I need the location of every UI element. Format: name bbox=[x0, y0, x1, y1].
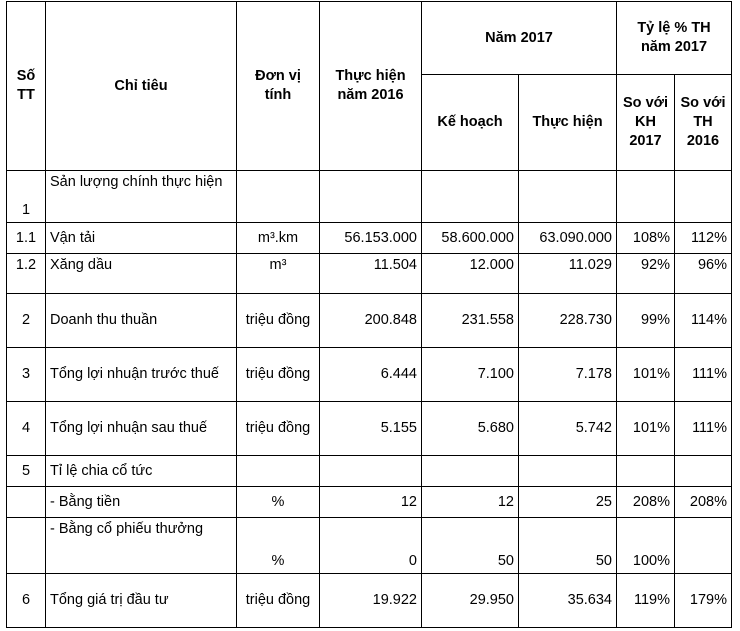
cell-unit bbox=[237, 171, 320, 223]
cell-unit: % bbox=[237, 487, 320, 518]
cell-unit: triệu đồng bbox=[237, 348, 320, 402]
header-thuc-hien-2016: Thực hiện năm 2016 bbox=[320, 2, 422, 171]
cell-unit: triệu đồng bbox=[237, 574, 320, 628]
cell-name: Tỉ lệ chia cổ tức bbox=[46, 456, 237, 487]
cell-name: Sản lượng chính thực hiện bbox=[46, 171, 237, 223]
cell-th2016: 0 bbox=[320, 518, 422, 574]
cell-th2016: 56.153.000 bbox=[320, 223, 422, 254]
cell-name: - Bằng cổ phiếu thưởng bbox=[46, 518, 237, 574]
cell-p2 bbox=[675, 456, 732, 487]
cell-kh: 29.950 bbox=[422, 574, 519, 628]
cell-kh: 5.680 bbox=[422, 402, 519, 456]
report-table bbox=[6, 1, 732, 628]
header-ty-le: Tỷ lệ % TH năm 2017 bbox=[617, 2, 732, 75]
table-row bbox=[7, 171, 732, 223]
cell-th bbox=[519, 456, 617, 487]
cell-stt: 2 bbox=[7, 294, 46, 348]
cell-p2: 112% bbox=[675, 223, 732, 254]
cell-p1 bbox=[617, 171, 675, 223]
cell-stt: 1 bbox=[7, 171, 46, 223]
cell-unit: m³.km bbox=[237, 223, 320, 254]
table-row bbox=[7, 223, 732, 254]
cell-kh: 58.600.000 bbox=[422, 223, 519, 254]
table-row bbox=[7, 294, 732, 348]
cell-p1: 119% bbox=[617, 574, 675, 628]
cell-p2: 96% bbox=[675, 254, 732, 294]
cell-name: Tổng lợi nhuận sau thuế bbox=[46, 402, 237, 456]
table-row bbox=[7, 254, 732, 294]
cell-th2016: 19.922 bbox=[320, 574, 422, 628]
cell-stt: 1.1 bbox=[7, 223, 46, 254]
cell-name: Tổng giá trị đầu tư bbox=[46, 574, 237, 628]
cell-kh: 7.100 bbox=[422, 348, 519, 402]
table-row bbox=[7, 518, 732, 574]
cell-th: 7.178 bbox=[519, 348, 617, 402]
cell-p1: 101% bbox=[617, 348, 675, 402]
cell-stt bbox=[7, 487, 46, 518]
cell-th: 50 bbox=[519, 518, 617, 574]
cell-name: Doanh thu thuần bbox=[46, 294, 237, 348]
cell-p2: 111% bbox=[675, 402, 732, 456]
cell-p2: 114% bbox=[675, 294, 732, 348]
cell-unit: triệu đồng bbox=[237, 402, 320, 456]
cell-unit: m³ bbox=[237, 254, 320, 294]
cell-p1 bbox=[617, 456, 675, 487]
cell-p2 bbox=[675, 171, 732, 223]
cell-th: 11.029 bbox=[519, 254, 617, 294]
cell-stt: 5 bbox=[7, 456, 46, 487]
cell-th: 228.730 bbox=[519, 294, 617, 348]
cell-unit: % bbox=[237, 518, 320, 574]
cell-name: Vận tải bbox=[46, 223, 237, 254]
cell-stt: 1.2 bbox=[7, 254, 46, 294]
cell-p1: 99% bbox=[617, 294, 675, 348]
cell-th2016: 200.848 bbox=[320, 294, 422, 348]
cell-kh: 12 bbox=[422, 487, 519, 518]
header-don-vi: Đơn vị tính bbox=[237, 2, 320, 171]
cell-name: Tổng lợi nhuận trước thuế bbox=[46, 348, 237, 402]
cell-th: 63.090.000 bbox=[519, 223, 617, 254]
cell-stt: 4 bbox=[7, 402, 46, 456]
header-nam-2017: Năm 2017 bbox=[422, 2, 617, 75]
header-chi-tieu: Chỉ tiêu bbox=[46, 2, 237, 171]
cell-th: 35.634 bbox=[519, 574, 617, 628]
cell-th2016: 5.155 bbox=[320, 402, 422, 456]
cell-th2016 bbox=[320, 456, 422, 487]
cell-p2 bbox=[675, 518, 732, 574]
table-row bbox=[7, 402, 732, 456]
cell-th2016: 6.444 bbox=[320, 348, 422, 402]
cell-th2016 bbox=[320, 171, 422, 223]
cell-p1: 92% bbox=[617, 254, 675, 294]
cell-kh: 231.558 bbox=[422, 294, 519, 348]
table-row bbox=[7, 487, 732, 518]
cell-stt bbox=[7, 518, 46, 574]
header-so-voi-th: So với TH 2016 bbox=[675, 75, 732, 171]
header-stt: Số TT bbox=[7, 2, 46, 171]
cell-unit: triệu đồng bbox=[237, 294, 320, 348]
cell-p1: 100% bbox=[617, 518, 675, 574]
cell-stt: 3 bbox=[7, 348, 46, 402]
cell-p1: 108% bbox=[617, 223, 675, 254]
cell-p2: 179% bbox=[675, 574, 732, 628]
table-row bbox=[7, 574, 732, 628]
cell-kh: 50 bbox=[422, 518, 519, 574]
cell-name: Xăng dầu bbox=[46, 254, 237, 294]
cell-kh bbox=[422, 171, 519, 223]
cell-name: - Bằng tiền bbox=[46, 487, 237, 518]
cell-stt: 6 bbox=[7, 574, 46, 628]
header-ke-hoach: Kế hoạch bbox=[422, 75, 519, 171]
header-thuc-hien: Thực hiện bbox=[519, 75, 617, 171]
cell-kh: 12.000 bbox=[422, 254, 519, 294]
header-so-voi-kh: So với KH 2017 bbox=[617, 75, 675, 171]
cell-p2: 111% bbox=[675, 348, 732, 402]
cell-p1: 208% bbox=[617, 487, 675, 518]
cell-th2016: 11.504 bbox=[320, 254, 422, 294]
cell-th: 5.742 bbox=[519, 402, 617, 456]
cell-p2: 208% bbox=[675, 487, 732, 518]
cell-th2016: 12 bbox=[320, 487, 422, 518]
cell-kh bbox=[422, 456, 519, 487]
cell-p1: 101% bbox=[617, 402, 675, 456]
table-row bbox=[7, 456, 732, 487]
table-row bbox=[7, 348, 732, 402]
cell-th bbox=[519, 171, 617, 223]
cell-th: 25 bbox=[519, 487, 617, 518]
cell-unit bbox=[237, 456, 320, 487]
